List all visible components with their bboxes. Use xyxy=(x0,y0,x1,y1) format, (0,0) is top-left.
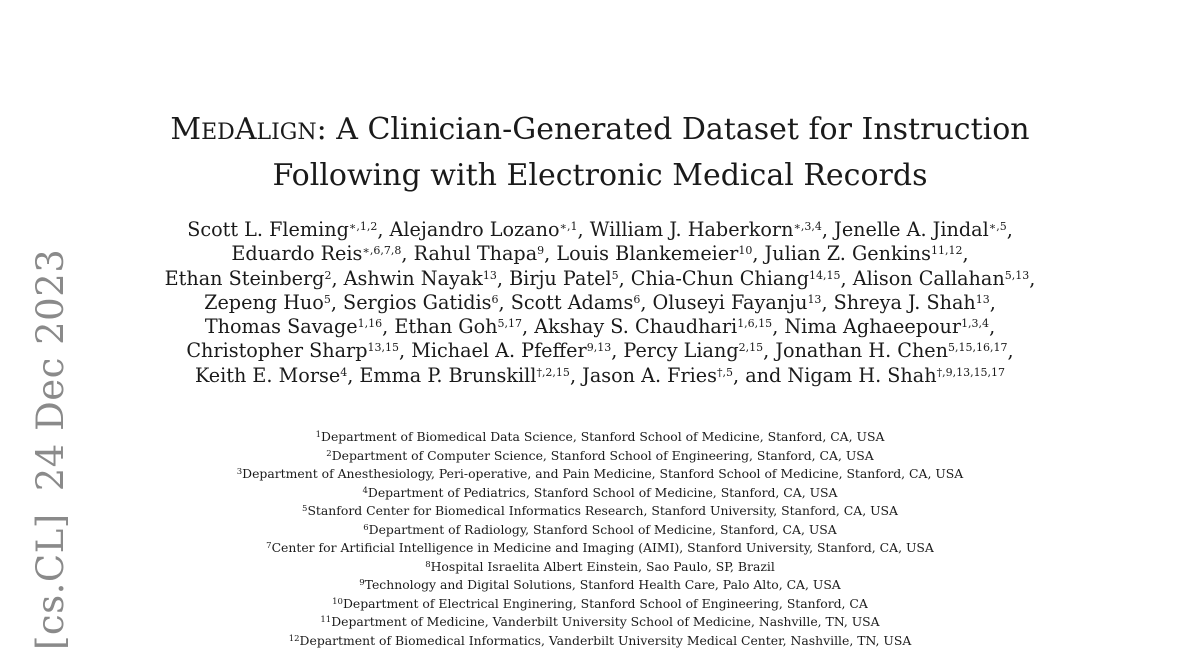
author-separator: , xyxy=(577,218,589,241)
author-separator: , xyxy=(752,242,764,265)
author-marks: 10 xyxy=(738,244,752,257)
author-separator: , xyxy=(990,291,996,314)
author xyxy=(775,339,1013,362)
title-smallcaps-a: A xyxy=(235,112,257,147)
author xyxy=(511,291,653,314)
author-marks: ∗,3,4 xyxy=(793,220,821,233)
author-separator: , xyxy=(1007,218,1013,241)
author-separator: , xyxy=(619,267,631,290)
affiliation-text: Technology and Digital Solutions, Stanford Health Care, Palo Alto, CA, USA xyxy=(365,577,841,592)
author-name: Chia-Chun Chiang xyxy=(631,267,809,290)
author xyxy=(414,242,557,265)
author xyxy=(834,218,1013,241)
author-separator: , xyxy=(772,315,784,338)
author xyxy=(534,315,784,338)
author-name: Shreya J. Shah xyxy=(834,291,976,314)
author-marks: ∗,1 xyxy=(560,220,578,233)
author-marks: ∗,1,2 xyxy=(349,220,377,233)
author-separator: , xyxy=(499,291,511,314)
author xyxy=(411,339,623,362)
author-marks: 13,15 xyxy=(368,341,400,354)
author-separator: , xyxy=(331,267,343,290)
author-separator: , xyxy=(989,315,995,338)
affiliation xyxy=(130,558,1070,577)
author-marks: 5,17 xyxy=(498,317,523,330)
author-marks: 14,15 xyxy=(809,269,841,282)
author-marks: 5,15,16,17 xyxy=(948,341,1007,354)
author xyxy=(556,242,764,265)
author-marks: 6 xyxy=(633,293,640,306)
author xyxy=(787,364,1005,387)
affiliation-text: Department of Biomedical Data Science, Stanford School of Medicine, Stanford, CA, USA xyxy=(321,429,884,444)
affiliation-number: 7 xyxy=(266,541,271,551)
author-marks: 1,16 xyxy=(358,317,383,330)
affiliation xyxy=(130,447,1070,466)
affiliation-text: Department of Medicine, Vanderbilt University School of Medicine, Nashville, TN, USA xyxy=(331,614,879,629)
author-name: Akshay S. Chaudhari xyxy=(534,315,737,338)
arxiv-category: [cs.CL] xyxy=(29,513,72,650)
author xyxy=(186,339,411,362)
author-marks: 13 xyxy=(976,293,990,306)
author-name: Emma P. Brunskill xyxy=(359,364,536,387)
author-list xyxy=(130,218,1070,388)
author-separator: , xyxy=(399,339,411,362)
author-name: Oluseyi Fayanju xyxy=(653,291,808,314)
author xyxy=(343,291,511,314)
author xyxy=(509,267,631,290)
author-separator: , xyxy=(821,291,833,314)
author-name: Alison Callahan xyxy=(853,267,1005,290)
author xyxy=(195,364,359,387)
author-marks: †,2,15 xyxy=(536,366,570,379)
arxiv-date: 24 Dec 2023 xyxy=(29,249,72,492)
author xyxy=(590,218,834,241)
author xyxy=(623,339,775,362)
author-name: Thomas Savage xyxy=(205,315,358,338)
author-separator: , xyxy=(377,218,389,241)
author-marks: 9 xyxy=(537,244,544,257)
affiliation-list xyxy=(130,428,1070,650)
author-marks: 4 xyxy=(340,366,347,379)
author-separator: , xyxy=(640,291,652,314)
affiliation-number: 3 xyxy=(237,467,242,477)
arxiv-side-stamp xyxy=(26,130,76,650)
affiliation-text: Department of Computer Science, Stanford School of Engineering, Stanford, CA, USA xyxy=(332,448,874,463)
affiliation xyxy=(130,521,1070,540)
author-name: Birju Patel xyxy=(509,267,612,290)
affiliation-text: Department of Pediatrics, Stanford School of Medicine, Stanford, CA, USA xyxy=(368,485,838,500)
affiliation-text: Department of Biomedical Informatics, Vanderbilt University Medical Center, Nashville, TN, USA xyxy=(300,633,912,648)
author xyxy=(204,291,343,314)
author-separator: , xyxy=(497,267,509,290)
author xyxy=(344,267,509,290)
author-name: Zepeng Huo xyxy=(204,291,324,314)
author-name: Julian Z. Genkins xyxy=(765,242,931,265)
author-name: Nigam H. Shah xyxy=(787,364,936,387)
author-marks: †,9,13,15,17 xyxy=(937,366,1005,379)
author xyxy=(653,291,834,314)
affiliation-number: 2 xyxy=(326,448,331,458)
author xyxy=(390,218,590,241)
author-name: Ashwin Nayak xyxy=(344,267,483,290)
affiliation xyxy=(130,484,1070,503)
affiliation xyxy=(130,576,1070,595)
author-separator: , xyxy=(611,339,623,362)
author xyxy=(784,315,995,338)
author-separator: , xyxy=(522,315,534,338)
author-name: Alejandro Lozano xyxy=(390,218,560,241)
author-separator: , xyxy=(763,339,775,362)
affiliation-number: 11 xyxy=(320,615,331,625)
author-marks: 5,13 xyxy=(1005,269,1030,282)
author-name: Jenelle A. Jindal xyxy=(834,218,989,241)
author xyxy=(582,364,787,387)
affiliation xyxy=(130,632,1070,650)
author xyxy=(165,267,344,290)
author-separator: , xyxy=(544,242,556,265)
author xyxy=(231,242,413,265)
affiliation xyxy=(130,539,1070,558)
author xyxy=(853,267,1036,290)
author-name: Louis Blankemeier xyxy=(556,242,738,265)
author xyxy=(765,242,969,265)
author-name: Scott L. Fleming xyxy=(187,218,349,241)
author-name: Christopher Sharp xyxy=(186,339,367,362)
affiliation-number: 6 xyxy=(363,522,368,532)
author-name: Nima Aghaeepour xyxy=(784,315,961,338)
author-marks: 5 xyxy=(612,269,619,282)
author-marks: 1,3,4 xyxy=(961,317,989,330)
author-separator: , xyxy=(822,218,834,241)
author xyxy=(205,315,395,338)
affiliation-number: 8 xyxy=(425,559,430,569)
author xyxy=(187,218,389,241)
affiliation-text: Center for Artificial Intelligence in Medicine and Imaging (AIMI), Stanford University, Stanford, CA, USA xyxy=(272,540,934,555)
author-name: Ethan Steinberg xyxy=(165,267,325,290)
title-smallcaps-m: M xyxy=(170,112,201,147)
affiliation xyxy=(130,465,1070,484)
affiliation-text: Department of Anesthesiology, Peri-operative, and Pain Medicine, Stanford School of Medicine, Stanford, CA, USA xyxy=(242,466,963,481)
author-name: Michael A. Pfeffer xyxy=(411,339,587,362)
author xyxy=(834,291,996,314)
author-marks: †,5 xyxy=(717,366,733,379)
author-marks: 1,6,15 xyxy=(737,317,772,330)
author-separator: , xyxy=(401,242,413,265)
author xyxy=(631,267,853,290)
author-separator: , xyxy=(962,242,968,265)
author-marks: ∗,5 xyxy=(989,220,1007,233)
title-line1-rest: : A Clinician-Generated Dataset for Instruction xyxy=(317,112,1030,147)
author-separator: , xyxy=(570,364,582,387)
author-marks: ∗,6,7,8 xyxy=(362,244,401,257)
affiliation-number: 9 xyxy=(359,578,364,588)
title-smallcaps-ed: ED xyxy=(201,120,235,145)
author xyxy=(359,364,582,387)
author-separator: , and xyxy=(733,364,787,387)
author-name: Jason A. Fries xyxy=(582,364,717,387)
author-name: Keith E. Morse xyxy=(195,364,340,387)
author-marks: 2 xyxy=(324,269,331,282)
paper-title xyxy=(140,108,1060,197)
title-line2: Following with Electronic Medical Records xyxy=(272,158,927,193)
affiliation xyxy=(130,613,1070,632)
author-name: Rahul Thapa xyxy=(414,242,538,265)
affiliation-number: 4 xyxy=(362,485,367,495)
author-marks: 11,12 xyxy=(931,244,963,257)
author-marks: 5 xyxy=(324,293,331,306)
author-name: Percy Liang xyxy=(623,339,738,362)
author-marks: 13 xyxy=(807,293,821,306)
affiliation xyxy=(130,428,1070,447)
title-smallcaps-lign: LIGN xyxy=(256,120,316,145)
author-separator: , xyxy=(1029,267,1035,290)
affiliation-number: 12 xyxy=(289,633,300,643)
author-name: William J. Haberkorn xyxy=(590,218,794,241)
author-name: Scott Adams xyxy=(511,291,634,314)
author-marks: 9,13 xyxy=(587,341,612,354)
author-marks: 13 xyxy=(483,269,497,282)
affiliation-text: Department of Electrical Enginering, Stanford School of Engineering, Stanford, CA xyxy=(343,596,868,611)
affiliation-text: Hospital Israelita Albert Einstein, Sao Paulo, SP, Brazil xyxy=(431,559,775,574)
affiliation xyxy=(130,502,1070,521)
affiliation-number: 10 xyxy=(332,596,343,606)
author-separator: , xyxy=(331,291,343,314)
author-separator: , xyxy=(382,315,394,338)
author-name: Sergios Gatidis xyxy=(343,291,491,314)
affiliation-text: Department of Radiology, Stanford School of Medicine, Stanford, CA, USA xyxy=(369,522,837,537)
affiliation xyxy=(130,595,1070,614)
author-separator: , xyxy=(347,364,359,387)
author-name: Ethan Goh xyxy=(394,315,497,338)
author-marks: 2,15 xyxy=(739,341,764,354)
author-separator: , xyxy=(841,267,853,290)
author-separator: , xyxy=(1008,339,1014,362)
author-name: Eduardo Reis xyxy=(231,242,362,265)
author-name: Jonathan H. Chen xyxy=(775,339,948,362)
author-marks: 6 xyxy=(492,293,499,306)
affiliation-number: 1 xyxy=(316,430,321,440)
affiliation-number: 5 xyxy=(302,504,307,514)
author xyxy=(394,315,534,338)
affiliation-text: Stanford Center for Biomedical Informatics Research, Stanford University, Stanford, CA, USA xyxy=(307,503,898,518)
